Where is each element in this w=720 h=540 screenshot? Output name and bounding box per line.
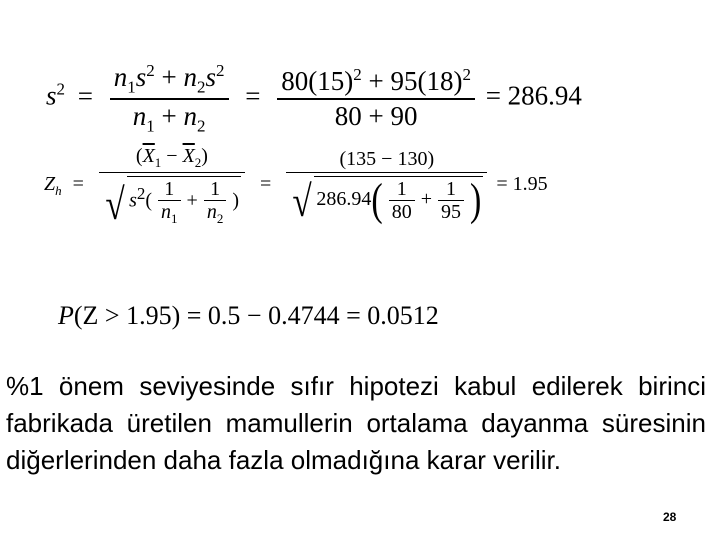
eq1-result: = 286.94 xyxy=(485,80,582,111)
z-statistic-equation: $Z_h$ = $(\overline{X}_1 - \overline{X}_2)$ √ $s^2$( $\frac{1}{n_1}$ + $\frac{1}{n_2}$ ) = (135 − 130) √ 286.94( $\frac{1}{80}$ + $\frac{1}{95}$ ) = 1.95 xyxy=(44,145,548,230)
eq2-result: = 1.95 xyxy=(496,173,548,196)
eq1-fraction-formula: $\frac{n_1s^2 + n_2s^2}{n_1 + n_2}$ xyxy=(110,62,229,135)
eq2-fraction-values: (135 − 130) √ 286.94( $\frac{1}{80}$ + $\frac{1}{95}$ ) xyxy=(286,149,487,222)
probability-equation: P(Z > 1.95) = 0.5 − 0.4744 = 0.0512 xyxy=(58,301,439,330)
eq2-fraction-formula: $(\overline{X}_1 - \overline{X}_2)$ √ $s^2$( $\frac{1}{n_1}$ + $\frac{1}{n_2}$ ) xyxy=(99,146,245,225)
conclusion-paragraph: %1 önem seviyesinde sıfır hipotezi kabul edilerek birinci fabrikada üretilen mamullerin ortalama dayanma süresinin diğerlerinden daha fazla olmadığına karar verilir. xyxy=(6,371,706,475)
pooled-variance-equation: $s^2$ = $\frac{n_1s^2 + n_2s^2}{n_1 + n_2}$ = $\frac{80(15)^2 + 95(18)^2}{80 + 90}$ = 286.94 xyxy=(46,61,582,136)
page-number: 28 xyxy=(663,510,677,524)
eq1-fraction-values: $\frac{80(15)^2 + 95(18)^2}{80 + 90}$ xyxy=(277,66,475,130)
eq1-lhs: s xyxy=(46,80,57,111)
